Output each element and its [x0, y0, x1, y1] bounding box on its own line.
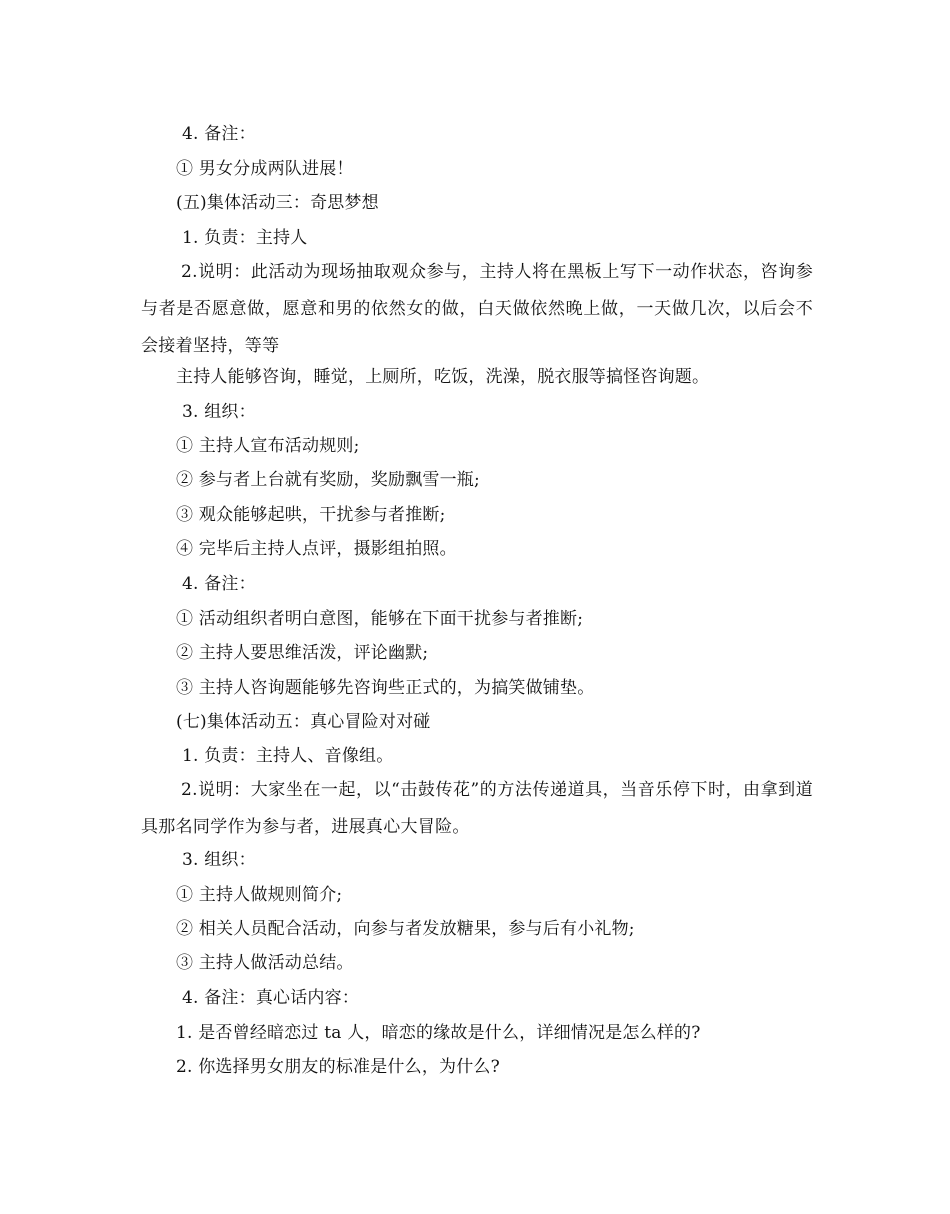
note-item-2-1: ① 活动组织者明白意图，能够在下面干扰参与者推断; — [176, 609, 584, 629]
section-heading-five: (五)集体活动三：奇思梦想 — [176, 193, 379, 213]
note-item-2-2: ② 主持人要思维活泼，评论幽默; — [176, 643, 429, 663]
organization-item-2-2: ② 相关人员配合活动，向参与者发放糖果，参与后有小礼物; — [176, 919, 635, 939]
organization-item-1: ① 主持人宣布活动规则; — [176, 436, 360, 456]
description-paragraph-2: 2.说明：大家坐在一起，以“击鼓传花”的方法传递道具，当音乐停下时，由拿到道具那名同学作为参与者，进展真心大冒险。 — [141, 780, 813, 837]
truth-question-1: 1. 是否曾经暗恋过 ta 人，暗恋的缘故是什么，详细情况是怎么样的? — [176, 1023, 701, 1043]
organization-item-3: ③ 观众能够起哄，干扰参与者推断; — [176, 505, 446, 525]
note-heading-1: 4. 备注： — [182, 124, 256, 144]
responsible-line-2: 1. 负责：主持人、音像组。 — [182, 746, 394, 766]
organization-item-2: ② 参与者上台就有奖励，奖励飘雪一瓶; — [176, 470, 480, 490]
note-heading-3: 4. 备注：真心话内容： — [182, 988, 360, 1008]
note-heading-2: 4. 备注： — [182, 574, 256, 594]
description-paragraph-1: 2.说明：此活动为现场抽取观众参与，主持人将在黑板上写下一动作状态，咨询参与者是否愿意做，愿意和男的依然女的做，白天做依然晚上做，一天做几次，以后会不会接着坚持，等等 — [141, 262, 813, 356]
organization-item-4: ④ 完毕后主持人点评，摄影组拍照。 — [176, 539, 457, 559]
responsible-line-1: 1. 负责：主持人 — [182, 228, 308, 248]
organization-heading-2: 3. 组织： — [182, 850, 256, 870]
note-item-1: ① 男女分成两队进展！ — [176, 159, 354, 179]
section-heading-seven: (七)集体活动五：真心冒险对对碰 — [176, 712, 431, 732]
description-extra-line: 主持人能够咨询，睡觉，上厕所，吃饭，洗澡，脱衣服等搞怪咨询题。 — [176, 367, 710, 387]
organization-heading-1: 3. 组织： — [182, 402, 256, 422]
note-item-2-3: ③ 主持人咨询题能够先咨询些正式的，为搞笑做铺垫。 — [176, 678, 595, 698]
organization-item-2-3: ③ 主持人做活动总结。 — [176, 953, 354, 973]
organization-item-2-1: ① 主持人做规则简介; — [176, 885, 343, 905]
truth-question-2: 2. 你选择男女朋友的标准是什么，为什么? — [176, 1057, 500, 1077]
